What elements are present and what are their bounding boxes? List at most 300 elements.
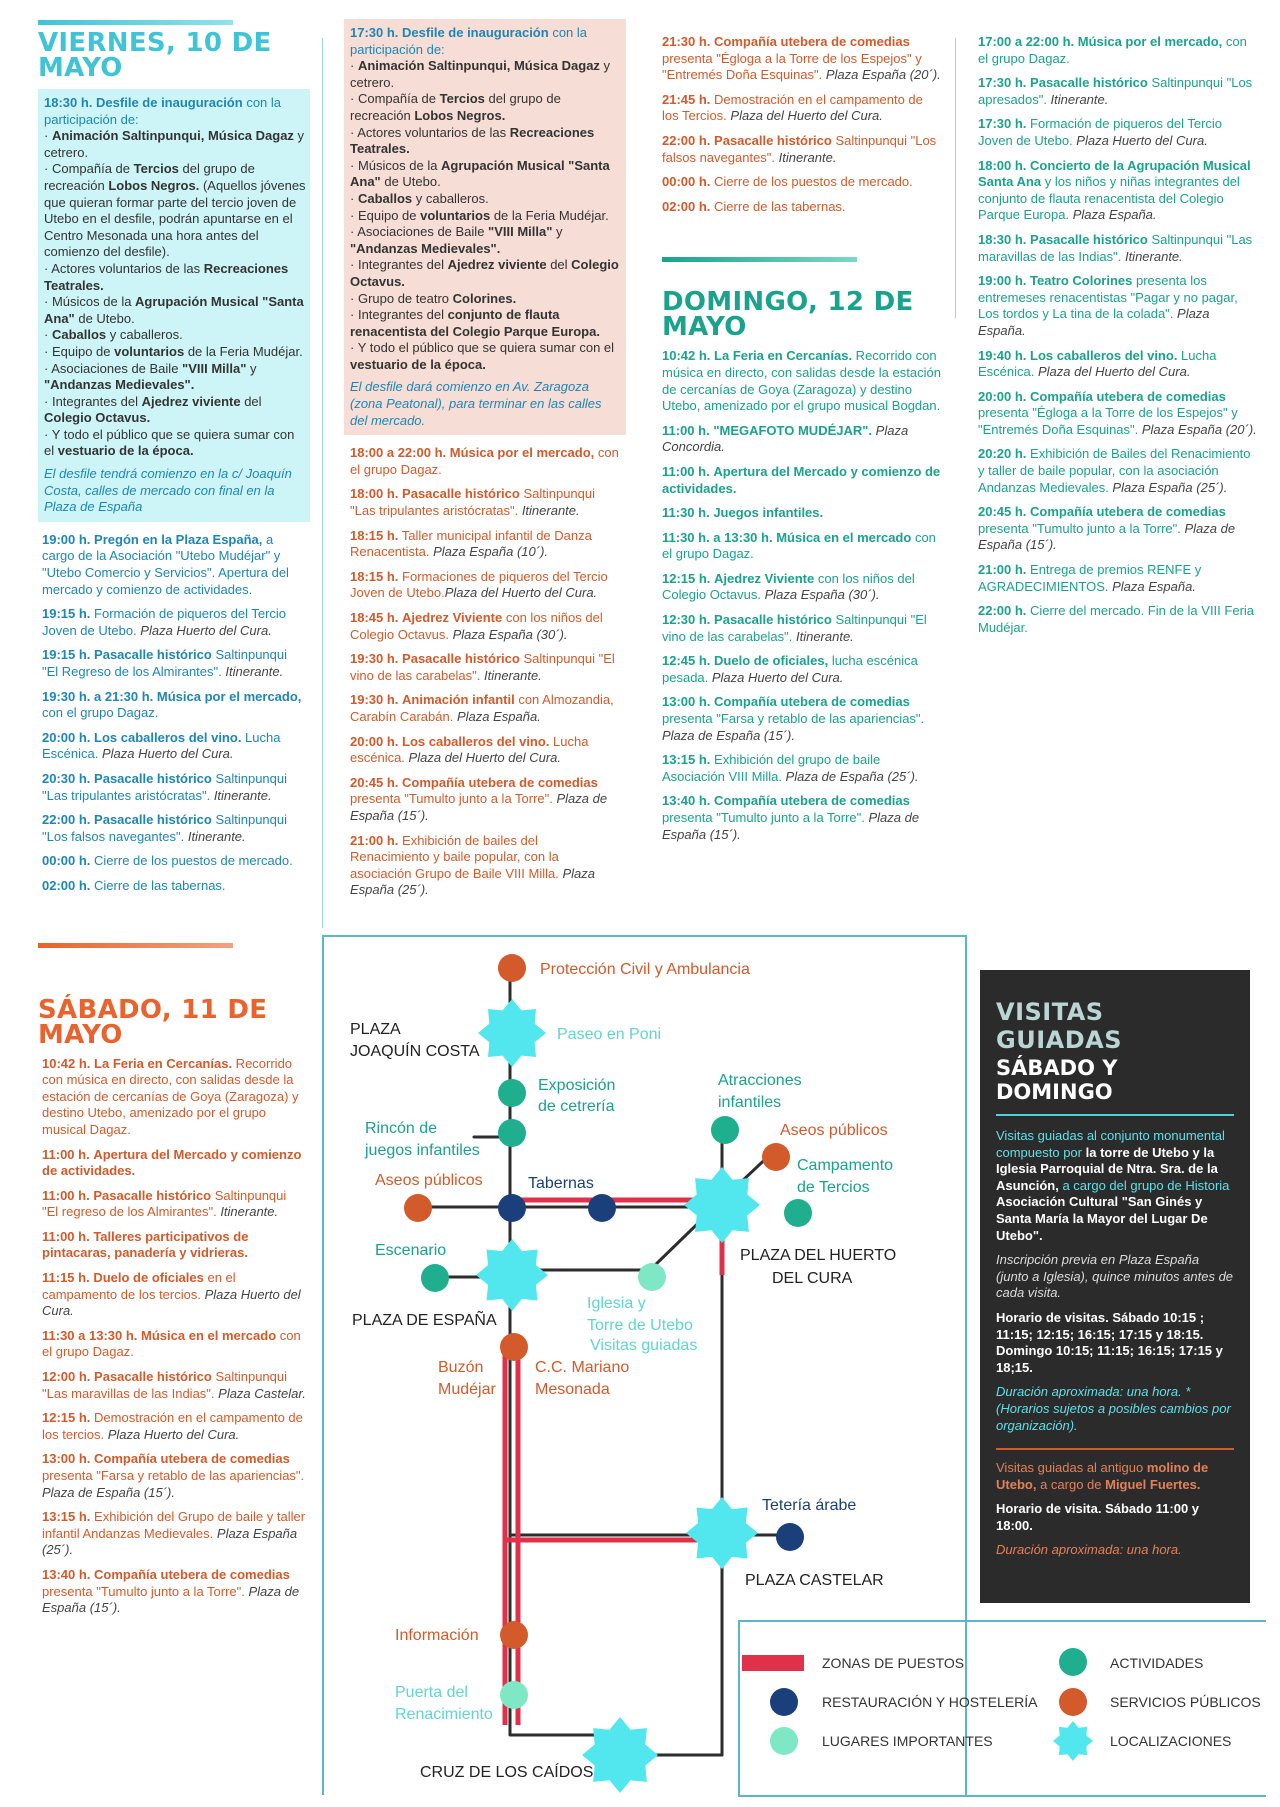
label-teteria: Tetería árabe: [762, 1497, 857, 1514]
entry-place: Itinerante.: [1046, 91, 1109, 107]
entry-text: presenta los entremeses renacentistas "Pagar y no pagar, Los tordos y La tina de la colada".: [978, 273, 1238, 322]
entry-time: 20:00 h.: [350, 733, 399, 749]
entry-time: 19:15 h.: [42, 647, 91, 663]
entry-time: 11:30 h.: [662, 505, 710, 521]
parade-participant: · Equipo de voluntarios de la Feria Mudéjar.: [44, 343, 303, 359]
entry-time: 20:45 h.: [978, 504, 1027, 520]
label-plaza-jc-1: PLAZA: [350, 1021, 401, 1038]
teteria-marker: [776, 1523, 804, 1551]
entry-title: Compañía utebera de comedias: [94, 1566, 290, 1582]
entry-title: Talleres participativos de pintacaras, panadería y vidrieras.: [42, 1228, 249, 1261]
participant-bold: Colorines.: [452, 290, 517, 306]
entry-place: Plaza España (20´).: [822, 67, 941, 83]
label-paseo-poni: Paseo en Poni: [557, 1026, 662, 1043]
parade-participant: · Compañía de Tercios del grupo de recreación Lobos Negros. (Aquellos jóvenes que quieran formar parte del tercio joven de Utebo en el desfile, podrán apuntarse en el Centro Mesonada una hora antes del comienzo del desfile).: [44, 161, 306, 260]
parade-participant: · Integrantes del Ajedrez viviente del Colegio Octavus.: [44, 393, 262, 426]
legend-restauracion-label: RESTAURACIÓN Y HOSTELERÍA: [822, 1694, 1038, 1710]
entry-place: Plaza de España (15´).: [42, 1583, 300, 1616]
label-puerta-2: Renacimiento: [395, 1706, 493, 1723]
entry-time: 02:00 h.: [42, 877, 91, 893]
entry-place: Plaza España.: [453, 708, 541, 724]
parade-title: Desfile de inauguración: [402, 25, 549, 40]
entry-title: Ajedrez Viviente: [714, 570, 815, 586]
buzon-marker: [500, 1333, 528, 1361]
entry-title: Compañía utebera de comedias: [1030, 504, 1226, 520]
entry-title: Pregón en la Plaza España,: [94, 531, 263, 547]
label-huerto-1: PLAZA DEL HUERTO: [740, 1247, 897, 1264]
parade-note: El desfile dará comienzo en Av. Zaragoza (zona Peatonal), para terminar en las calles del mercado.: [350, 379, 602, 428]
parade-participant: · Animación Saltinpunqui, Música Dagaz y cetrero.: [44, 128, 305, 160]
entry-text: con los niños del Colegio Octavus.: [350, 610, 603, 642]
participant-bold: "Andanzas Medievales".: [350, 240, 501, 256]
entry-text: Saltinpunqui "Las tripulantes aristócratas".: [350, 486, 595, 519]
parade-text: con la participación de:: [350, 25, 588, 57]
parade-participant: · Caballos y caballeros.: [44, 327, 183, 343]
entry-text: Exhibición de bailes del Renacimiento y baile popular, con la asociación Grupo de Baile VIII Milla.: [350, 832, 559, 881]
participant-bold: Tercios: [439, 91, 485, 107]
entry-title: Juegos infantiles.: [713, 505, 824, 521]
entry-place: Itinerante.: [1121, 248, 1183, 264]
entry-title: Compañía utebera de comedias: [714, 694, 910, 710]
participant-text: del grupo de recreación: [350, 91, 561, 123]
participant-bold: "Andanzas Medievales".: [44, 377, 195, 393]
participant-bold: Recreaciones Teatrales.: [350, 124, 595, 157]
entry-time: 21:45 h.: [662, 91, 711, 107]
entry-place: Plaza España (10´).: [429, 544, 549, 560]
entry-title: Ajedrez Viviente: [402, 610, 503, 625]
entry-time: 19:00 h.: [978, 273, 1027, 289]
label-iglesia-3: Visitas guiadas: [590, 1337, 698, 1354]
participant-text: y cetrero.: [350, 58, 611, 90]
tabernas-marker-1: [498, 1194, 526, 1222]
entry-place: Plaza Concordia.: [662, 422, 909, 455]
entry-text: con el grupo Dagaz.: [662, 529, 936, 562]
participant-text: de Utebo.: [380, 174, 441, 190]
entry-title: Pasacalle histórico: [402, 651, 520, 667]
entry-place: Plaza Castelar.: [214, 1385, 306, 1401]
participant-bold: Caballos: [51, 327, 107, 343]
participant-bold: "VIII Milla": [182, 360, 247, 376]
entry-place: Plaza Huerto del Cura.: [1072, 132, 1208, 148]
label-aseos-right: Aseos públicos: [780, 1122, 888, 1139]
entry-text: Formación de piqueros del Tercio Joven de Utebo.: [978, 116, 1223, 148]
entry-time: 21:00 h.: [978, 562, 1027, 578]
atracciones-marker: [711, 1116, 739, 1144]
participant-text: Integrantes del: [357, 307, 448, 323]
entry-time: 17:00 a 22:00 h.: [978, 34, 1075, 49]
entry-text: Saltinpunqui "Las tripulantes aristócratas".: [42, 770, 287, 803]
entry-time: 21:00 h.: [350, 832, 399, 848]
rincon-marker: [498, 1119, 526, 1147]
participant-text: Equipo de: [357, 207, 421, 223]
entry-title: "MEGAFOTO MUDÉJAR".: [713, 422, 873, 438]
entry-time: 13:00 h.: [662, 694, 711, 710]
parade-participant: · Asociaciones de Baile "VIII Milla" y "Andanzas Medievales".: [44, 360, 257, 393]
entry-text: presenta "Farsa y retablo de las apariencias".: [662, 711, 925, 727]
mill-visits-description: Visitas guiadas al antiguo molino de Utebo, a cargo de Miguel Fuertes.: [996, 1460, 1209, 1492]
entry-title: Compañía utebera de comedias: [94, 1451, 290, 1467]
entry-title: Pasacalle histórico: [1030, 231, 1148, 247]
entry-text: Saltinpunqui "Las maravillas de las Indias".: [42, 1369, 287, 1401]
participant-bold: voluntarios: [420, 207, 491, 223]
participant-bold: Lobos Negros.: [108, 177, 200, 193]
parade-note: El desfile tendrá comienzo en la c/ Joaquín Costa, calles de mercado con final en la Plaza de España: [44, 466, 292, 515]
legend-lugares-label: LUGARES IMPORTANTES: [822, 1733, 993, 1749]
label-iglesia-2: Torre de Utebo: [587, 1317, 693, 1334]
entry-text: Saltinpunqui "El Regreso de los Almirantes".: [42, 647, 287, 679]
entry-place: Plaza de España (15´).: [978, 520, 1236, 553]
entry-text: Demostración en el campamento de los Tercios.: [662, 91, 923, 124]
friday-title: VIERNES, 10 DE MAYO: [38, 28, 272, 83]
entry-title: Pasacalle histórico: [94, 1369, 212, 1385]
entry-title: Música por el mercado,: [156, 688, 302, 704]
entry-place: Itinerante.: [221, 664, 284, 679]
entry-place: Plaza España.: [1069, 207, 1157, 223]
participant-text: Grupo de teatro: [357, 290, 453, 306]
entry-place: Plaza España (30´).: [449, 626, 568, 642]
legend-restauracion-dot: [770, 1688, 798, 1716]
entry-text: Exhibición del Grupo de baile y taller infantil Andanzas Medievales.: [42, 1509, 306, 1541]
parade-participant: · Actores voluntarios de las Recreaciones Teatrales.: [350, 124, 595, 157]
participant-bold: Lobos Negros.: [414, 107, 506, 123]
entry-place: Itinerante.: [480, 667, 542, 683]
participant-bold: Tercios: [133, 161, 179, 177]
plaza-huerto-star: [684, 1167, 760, 1243]
entry-time: 19:30 h.: [350, 692, 399, 708]
entry-text: presenta "Tumulto junto a la Torre".: [42, 1583, 245, 1599]
entry-time: 10:42 h.: [662, 348, 711, 364]
participant-text: Compañía de: [51, 161, 134, 177]
participant-bold: conjunto de flauta renacentista del Colegio Parque Europa.: [350, 307, 600, 339]
entry-title: Duelo de oficiales: [93, 1270, 204, 1286]
entry-title: La Feria en Cercanías.: [94, 1055, 233, 1071]
participant-bold: voluntarios: [114, 343, 185, 359]
entry-text: Entrega de premios RENFE y AGRADECIMIENTOS.: [978, 562, 1202, 594]
participant-text: Y todo el público que se quiera sumar con el: [44, 426, 295, 459]
entry-place: Plaza España.: [978, 306, 1210, 338]
map-legend: [742, 1648, 1261, 1761]
participant-bold: Agrupación Musical "Santa Ana": [350, 157, 610, 190]
participant-text: y: [552, 224, 563, 240]
entry-text: a cargo de la Asociación "Utebo Mudéjar" y "Utebo Comercio y Servicios". Apertura del mercado y comienzo de actividades.: [42, 531, 289, 597]
participant-text: y caballeros.: [106, 327, 183, 343]
map-labels: [350, 961, 896, 1781]
entry-text: presenta "Égloga a la Torre de los Espejos" y "Entremés Doña Esquinas".: [978, 405, 1238, 437]
saturday-title: SÁBADO, 11 DE MAYO: [38, 994, 268, 1050]
entry-text: con el grupo Dagaz.: [350, 445, 619, 477]
entry-text: Saltinpunqui "Los falsos navegantes".: [42, 812, 287, 844]
informacion-marker: [500, 1621, 528, 1649]
entry-time: 13:40 h.: [42, 1566, 91, 1582]
label-buzon-2: Mudéjar: [438, 1381, 496, 1398]
participant-bold: Agrupación Musical "Santa Ana": [44, 294, 304, 326]
entry-place: Plaza España (30´).: [761, 587, 880, 603]
entry-place: Plaza España.: [1108, 578, 1196, 594]
entry-title: Compañía utebera de comedias: [1030, 388, 1226, 404]
entry-text: presenta "Tumulto junto a la Torre".: [662, 810, 865, 825]
entry-time: 02:00 h.: [662, 198, 711, 214]
entry-time: 19:00 h.: [42, 531, 91, 547]
entry-text: con Almozandia, Carabín Carabán.: [350, 692, 614, 724]
entry-place: Itinerante.: [518, 503, 580, 519]
entry-title: Música por el mercado,: [1077, 34, 1223, 49]
entry-text: con los niños del Colegio Octavus.: [662, 570, 915, 603]
guided-visits-box: [980, 970, 1250, 1603]
entry-text: Saltinpunqui "El vino de las carabelas".: [662, 612, 927, 644]
participant-bold: Colegio Octavus.: [350, 257, 619, 289]
guided-visits-schedule: Horario de visitas. Sábado 10:15 ; 11:15; 12:15; 16:15; 17:15 y 18:15. Domingo 10:15; 11:15; 16:15; 17:15 y 18;15.: [996, 1309, 1223, 1375]
entry-time: 11:00 h.: [662, 463, 710, 479]
legend-servicios-dot: [1059, 1688, 1087, 1716]
participant-text: del: [546, 257, 572, 273]
participant-bold: vestuario de la época.: [57, 443, 194, 459]
entry-text: Saltinpunqui "Los apresados".: [978, 75, 1253, 107]
participant-bold: Recreaciones Teatrales.: [44, 260, 289, 293]
guided-visits-description: Visitas guiadas al conjunto monumental compuesto por la torre de Utebo y la Iglesia Parroquial de Ntra. Sra. de la Asunción, a cargo del grupo de Historia Asociación Cultural "San Ginés y Santa María la Mayor del Lugar De Utebo".: [996, 1128, 1230, 1243]
entry-title: Pasacalle histórico: [94, 812, 212, 828]
entry-time: 18:30 h.: [978, 231, 1027, 247]
entry-time: 20:45 h.: [350, 774, 399, 790]
label-rincon-1: Rincón de: [365, 1120, 438, 1137]
entry-time: 18:15 h.: [350, 568, 399, 584]
proteccion-civil-marker: [498, 954, 526, 982]
label-rincon-2: juegos infantiles: [365, 1142, 480, 1159]
entry-title: Apertura del Mercado y comienzo de actividades.: [662, 463, 941, 496]
participant-text: de la Feria Mudéjar.: [184, 343, 303, 359]
aseos-right-marker: [762, 1143, 790, 1171]
entry-text: Taller municipal infantil de Danza Renacentista.: [350, 527, 592, 560]
entry-title: Los caballeros del vino.: [402, 733, 550, 749]
puerta-marker: [500, 1681, 528, 1709]
parade-participant: · Y todo el público que se quiera sumar con el vestuario de la época.: [44, 426, 295, 459]
participant-text: Compañía de: [357, 91, 440, 107]
entry-place: Plaza Huerto del Cura.: [136, 622, 272, 638]
iglesia-marker: [638, 1263, 666, 1291]
entry-text: Cierre de las tabernas.: [710, 198, 846, 214]
guided-visits-duration: Duración aproximada: una hora. *(Horarios sujetos a posibles cambios por organización).: [996, 1384, 1231, 1433]
participant-text: Asociaciones de Baile: [357, 224, 489, 240]
entry-text: Exhibición de Bailes del Renacimiento y taller de baile popular, con la asociación Andanzas Medievales.: [978, 446, 1251, 495]
label-iglesia-1: Iglesia y: [587, 1295, 646, 1312]
label-aseos-left: Aseos públicos: [375, 1172, 483, 1189]
participant-bold: "VIII Milla": [488, 224, 553, 240]
parade-time: 18:30 h.: [44, 95, 93, 110]
mill-visits-duration: Duración aproximada: una hora.: [996, 1542, 1182, 1558]
parade-title: Desfile de inauguración: [96, 95, 243, 110]
entry-place: Plaza de España (25´).: [781, 768, 919, 784]
participant-text: Actores voluntarios de las: [51, 260, 204, 276]
plaza-joaquin-costa-star: [478, 999, 546, 1067]
entry-time: 18:00 a 22:00 h.: [350, 445, 447, 461]
label-puerta-1: Puerta del: [395, 1684, 468, 1701]
label-ccm-2: Mesonada: [535, 1381, 610, 1398]
participant-text: Músicos de la: [51, 294, 136, 310]
entry-time: 13:00 h.: [42, 1451, 91, 1467]
legend-localizaciones-star: [1053, 1721, 1093, 1761]
entry-time: 20:20 h.: [978, 446, 1027, 462]
label-cruz: CRUZ DE LOS CAÍDOS: [420, 1764, 594, 1781]
legend-lugares-dot: [770, 1727, 798, 1755]
legend-zonas-label: ZONAS DE PUESTOS: [822, 1655, 965, 1671]
cruz-caidos-star: [582, 1717, 658, 1793]
entry-title: Pasacalle histórico: [402, 486, 520, 502]
entry-title: Los caballeros del vino.: [94, 729, 242, 745]
entry-text: presenta "Tumulto junto a la Torre".: [978, 520, 1181, 536]
entry-text: con el grupo Dagaz.: [42, 705, 159, 721]
entry-text: presenta "Farsa y retablo de las apariencias".: [42, 1468, 305, 1483]
entry-time: 18:15 h.: [350, 527, 399, 543]
exposicion-marker: [498, 1079, 526, 1107]
entry-place: Itinerante.: [216, 1204, 279, 1220]
participant-text: (Aquellos jóvenes que quieran formar parte del tercio joven de Utebo en el desfile, podrán apuntarse en el Centro Mesonada una hora antes del comienzo del desfile).: [44, 177, 306, 260]
entry-text: Cierre del mercado. Fin de la VIII Feria Mudéjar.: [978, 603, 1255, 635]
parade-participant: · Integrantes del conjunto de flauta renacentista del Colegio Parque Europa.: [350, 307, 600, 339]
entry-title: Concierto de la Agrupación Musical Santa Ana: [978, 157, 1251, 190]
entry-text: Formaciones de piqueros del Tercio Joven de Utebo.: [350, 568, 608, 601]
entry-time: 18:00 h.: [978, 157, 1027, 173]
entry-time: 13:15 h.: [662, 752, 711, 768]
entry-time: 12:15 h.: [42, 1410, 91, 1426]
participant-text: del grupo de recreación: [44, 161, 255, 193]
plaza-castelar-star: [686, 1497, 758, 1569]
entry-text: Lucha Escénica.: [42, 729, 281, 762]
entry-place: Itinerante.: [184, 828, 246, 844]
entry-place: Plaza Huerto del Cura.: [98, 746, 234, 762]
entry-text: lucha escénica pesada.: [662, 653, 918, 685]
label-atracciones-1: Atracciones: [718, 1072, 802, 1089]
participant-text: Equipo de: [51, 343, 115, 359]
entry-place: Plaza del Huerto del Cura.: [726, 108, 883, 124]
participant-bold: vestuario de la época.: [350, 356, 486, 372]
entry-time: 12:00 h.: [42, 1369, 91, 1385]
campamento-marker: [784, 1199, 812, 1227]
entry-place: Plaza del Huerto del Cura.: [444, 585, 598, 601]
entry-text: Cierre de los puestos de mercado.: [90, 853, 293, 869]
entry-title: Teatro Colorines: [1030, 273, 1133, 289]
entry-text: Exhibición del grupo de baile Asociación VIII Milla.: [662, 752, 881, 784]
entry-text: Cierre de los puestos de mercado.: [710, 174, 913, 190]
parade-participant: · Actores voluntarios de las Recreaciones Teatrales.: [44, 260, 289, 293]
entry-text: en el campamento de los tercios.: [42, 1270, 236, 1302]
entry-time: 20:00 h.: [42, 729, 91, 745]
entry-text: Recorrido con música en directo, con salidas desde la estación de cercanías de Goya (Zaragoza) y destino Utebo, amenizado por el grupo musical Bogdan.: [662, 348, 941, 414]
label-atracciones-2: infantiles: [718, 1094, 782, 1111]
entry-time: 19:40 h.: [978, 347, 1027, 363]
sunday-title: DOMINGO, 12 DE MAYO: [662, 287, 914, 343]
entry-time: 12:45 h.: [662, 653, 711, 669]
entry-title: Animación infantil: [402, 692, 515, 708]
entry-time: 19:15 h.: [42, 606, 91, 622]
parade-participant: · Músicos de la Agrupación Musical "Santa Ana" de Utebo.: [44, 294, 304, 326]
entry-time: 17:30 h.: [978, 75, 1027, 91]
entry-place: Itinerante.: [792, 628, 854, 644]
entry-place: Itinerante.: [775, 149, 837, 165]
guided-visits-title: VISITAS GUIADAS: [996, 998, 1122, 1054]
entry-text: Lucha escénica.: [350, 733, 589, 766]
entry-time: 22:00 h.: [978, 603, 1027, 619]
entry-time: 21:30 h.: [662, 34, 711, 49]
participant-text: Actores voluntarios de las: [357, 124, 510, 140]
entry-title: Duelo de oficiales,: [714, 653, 829, 669]
entry-time: 10:42 h.: [42, 1055, 91, 1071]
entry-text: presenta "Égloga a la Torre de los Espejos" y "Entremés Doña Esquinas".: [662, 50, 922, 83]
entry-title: Compañía utebera de comedias: [714, 793, 910, 809]
entry-time: 22:00 h.: [42, 812, 91, 828]
participant-bold: Animación Saltinpunqui, Música Dagaz: [51, 128, 294, 144]
entry-title: Música por el mercado,: [449, 445, 595, 461]
entry-text: Formación de piqueros del Tercio Joven de Utebo.: [42, 606, 287, 638]
escenario-marker: [421, 1264, 449, 1292]
entry-time: 18:00 h.: [350, 486, 399, 502]
label-exposicion-1: Exposición: [538, 1077, 616, 1094]
entry-time: 19:30 h.: [350, 651, 399, 667]
entry-text: Recorrido con música en directo, con salidas desde la estación de cercanías de Goya (Zaragoza) y destino Utebo, amenizado por el grupo musical Dagaz.: [42, 1055, 299, 1137]
entry-time: 13:15 h.: [42, 1509, 91, 1525]
label-campamento-2: de Tercios: [797, 1179, 870, 1196]
entry-place: Plaza de España (15´).: [662, 727, 795, 743]
entry-place: Plaza de España (15´).: [42, 1484, 175, 1500]
entry-place: Plaza España (20´).: [1138, 421, 1257, 437]
participant-text: de Utebo.: [74, 310, 135, 326]
participant-text: y: [246, 360, 257, 376]
entry-time: 12:15 h.: [662, 570, 711, 586]
mill-visits-schedule: Horario de visita. Sábado 11:00 y 18:00.: [996, 1501, 1200, 1533]
entry-time: 11:15 h.: [42, 1270, 90, 1286]
parade-participant: · Caballos y caballeros.: [350, 190, 489, 206]
entry-place: Plaza de España (15´).: [350, 791, 608, 823]
participant-bold: Ajedrez viviente: [141, 393, 241, 409]
legend-servicios-label: SERVICIOS PÚBLICOS: [1110, 1694, 1261, 1710]
entry-time: 11:00 h.: [662, 422, 710, 438]
entry-title: Pasacalle histórico: [94, 647, 212, 663]
label-campamento-1: Campamento: [797, 1157, 894, 1174]
entry-time: 22:00 h.: [662, 132, 711, 148]
participant-bold: Ajedrez viviente: [447, 257, 547, 273]
parade-participant: · Equipo de voluntarios de la Feria Mudéjar.: [350, 207, 609, 223]
entry-title: Música en el mercado: [776, 529, 912, 545]
entry-text: Saltinpunqui "El regreso de los Almirantes".: [42, 1187, 287, 1220]
entry-text: y los niños y niñas integrantes del conjunto de flauta renacentista del Colegio Parque Europa.: [978, 174, 1240, 223]
legend-actividades-label: ACTIVIDADES: [1110, 1655, 1204, 1671]
participant-text: de la Feria Mudéjar.: [490, 207, 609, 223]
participant-text: y caballeros.: [412, 190, 489, 206]
entry-text: Saltinpunqui "El vino de las carabelas".: [350, 651, 615, 683]
parade-participant: · Integrantes del Ajedrez viviente del Colegio Octavus.: [350, 257, 619, 289]
entry-title: Pasacalle histórico: [93, 1187, 212, 1203]
legend-localizaciones-label: LOCALIZACIONES: [1110, 1733, 1232, 1749]
entry-title: Compañía utebera de comedias: [714, 34, 910, 49]
entry-time: 19:30 h. a 21:30 h.: [42, 688, 154, 704]
label-informacion: Información: [395, 1627, 479, 1644]
entry-time: 13:40 h.: [662, 793, 711, 809]
guided-visits-inscription: Inscripción previa en Plaza España (junto a Iglesia), quince minutos antes de cada visita.: [996, 1252, 1234, 1301]
entry-time: 00:00 h.: [662, 174, 711, 190]
participant-text: del: [240, 393, 262, 409]
entry-time: 11:00 h.: [42, 1146, 90, 1162]
entry-title: La Feria en Cercanías.: [714, 348, 853, 364]
participant-text: Integrantes del: [357, 257, 448, 273]
entry-time: 18:45 h.: [350, 610, 399, 625]
entry-title: Compañía utebera de comedias: [402, 774, 598, 790]
parade-text: con la participación de:: [44, 95, 282, 127]
legend-actividades-dot: [1059, 1648, 1087, 1676]
label-proteccion: Protección Civil y Ambulancia: [540, 961, 750, 978]
participant-text: Músicos de la: [357, 157, 442, 173]
entry-time: 11:30 h. a 13:30 h.: [662, 529, 773, 545]
entry-time: 17:30 h.: [978, 116, 1027, 132]
parade-participant: · Asociaciones de Baile "VIII Milla" y "Andanzas Medievales".: [350, 224, 563, 256]
participant-text: y cetrero.: [44, 128, 305, 160]
